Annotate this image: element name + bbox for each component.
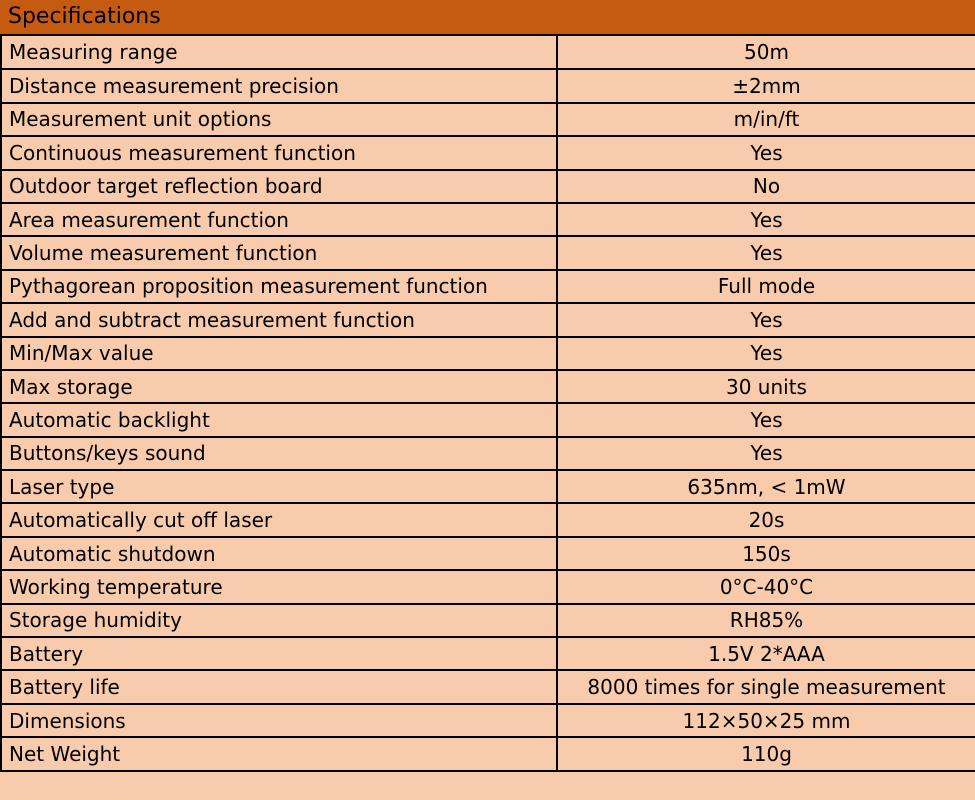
spec-label: Area measurement function: [1, 203, 557, 236]
table-row: [1, 236, 975, 269]
table-row: [1, 704, 975, 737]
spec-label: Working temperature: [1, 570, 557, 603]
spec-value: ±2mm: [557, 69, 975, 102]
spec-label: Automatic backlight: [1, 403, 557, 436]
spec-value: m/in/ft: [557, 103, 975, 136]
spec-label: Laser type: [1, 470, 557, 503]
table-row: [1, 537, 975, 570]
spec-value: 30 units: [557, 370, 975, 403]
spec-value: Yes: [557, 437, 975, 470]
spec-label: Dimensions: [1, 704, 557, 737]
table-row: [1, 136, 975, 169]
table-row: [1, 303, 975, 336]
table-row: [1, 170, 975, 203]
table-row: [1, 103, 975, 136]
table-row: [1, 570, 975, 603]
spec-value: 150s: [557, 537, 975, 570]
table-row: [1, 670, 975, 703]
spec-label: Volume measurement function: [1, 236, 557, 269]
table-row: [1, 437, 975, 470]
table-row: [1, 604, 975, 637]
spec-value: 0°C-40°C: [557, 570, 975, 603]
spec-label: Add and subtract measurement function: [1, 303, 557, 336]
spec-label: Min/Max value: [1, 337, 557, 370]
spec-label: Pythagorean proposition measurement function: [1, 270, 557, 303]
spec-label: Battery: [1, 637, 557, 670]
specifications-table-body: [1, 36, 975, 771]
spec-label: Max storage: [1, 370, 557, 403]
spec-value: 50m: [557, 36, 975, 69]
specifications-header: [0, 0, 975, 36]
spec-value: Yes: [557, 303, 975, 336]
spec-value: 8000 times for single measurement: [557, 670, 975, 703]
table-row: [1, 737, 975, 770]
spec-label: Distance measurement precision: [1, 69, 557, 102]
spec-value: 110g: [557, 737, 975, 770]
spec-label: Measuring range: [1, 36, 557, 69]
spec-label: Measurement unit options: [1, 103, 557, 136]
spec-label: Storage humidity: [1, 604, 557, 637]
spec-value: Yes: [557, 337, 975, 370]
spec-label: Buttons/keys sound: [1, 437, 557, 470]
table-row: [1, 270, 975, 303]
table-row: [1, 203, 975, 236]
spec-label: Battery life: [1, 670, 557, 703]
spec-value: 20s: [557, 503, 975, 536]
spec-value: No: [557, 170, 975, 203]
specifications-table: [0, 36, 975, 772]
spec-value: Yes: [557, 403, 975, 436]
table-row: [1, 36, 975, 69]
spec-label: Net Weight: [1, 737, 557, 770]
table-row: [1, 370, 975, 403]
table-row: [1, 503, 975, 536]
spec-value: 635nm, < 1mW: [557, 470, 975, 503]
table-row: [1, 403, 975, 436]
spec-label: Outdoor target reflection board: [1, 170, 557, 203]
spec-value: 1.5V 2*AAA: [557, 637, 975, 670]
table-row: [1, 69, 975, 102]
table-row: [1, 637, 975, 670]
spec-value: Yes: [557, 136, 975, 169]
spec-label: Continuous measurement function: [1, 136, 557, 169]
spec-label: Automatically cut off laser: [1, 503, 557, 536]
spec-value: RH85%: [557, 604, 975, 637]
spec-label: Automatic shutdown: [1, 537, 557, 570]
spec-value: Full mode: [557, 270, 975, 303]
spec-value: Yes: [557, 236, 975, 269]
spec-value: Yes: [557, 203, 975, 236]
spec-value: 112×50×25 mm: [557, 704, 975, 737]
table-row: [1, 470, 975, 503]
specifications-title: Specifications: [8, 4, 161, 29]
table-row: [1, 337, 975, 370]
